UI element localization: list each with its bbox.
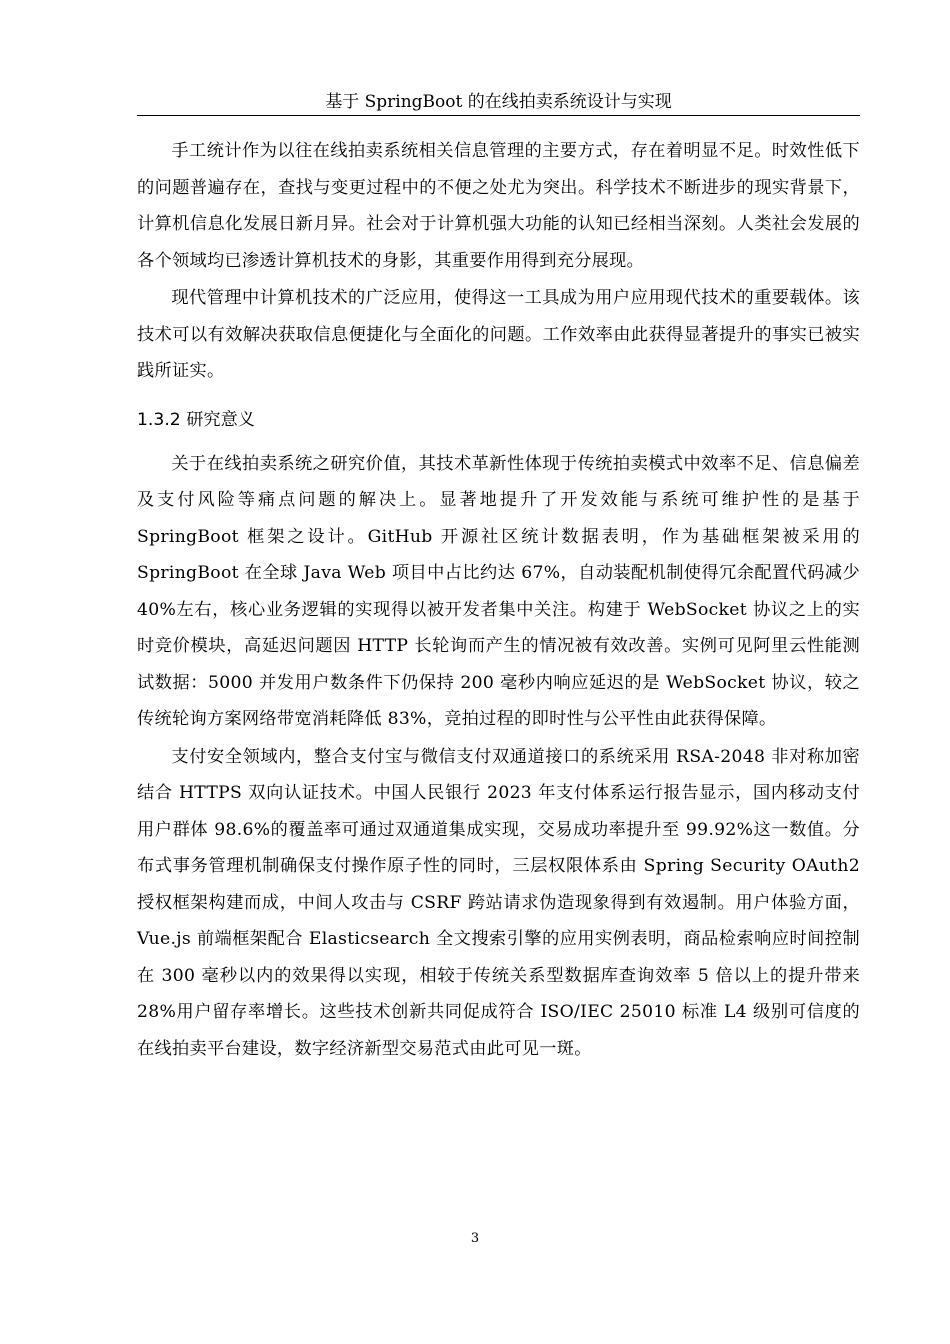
paragraph: 现代管理中计算机技术的广泛应用，使得这一工具成为用户应用现代技术的重要载体。该技术可以有效解决获取信息便捷化与全面化的问题。工作效率由此获得显著提升的事实已被实践所证实。 xyxy=(137,288,860,381)
header-divider xyxy=(137,115,860,116)
paragraph: 关于在线拍卖系统之研究价值，其技术革新性体现于传统拍卖模式中效率不足、信息偏差及支付风险等痛点问题的解决上。显著地提升了开发效能与系统可维护性的是基于 SpringBoot 框架之设计。GitHub 开源社区统计数据表明，作为基础框架被采用的 SpringBoot 在全球 Java Web 项目中占比约达 67%，自动装配机制使得冗余配置代码减少 40%左右，核心业务逻辑的实现得以被开发者集中关注。构建于 WebSocket 协议之上的实时竞价模块，高延迟问题因 HTTP 长轮询而产生的情况被有效改善。实例可见阿里云性能测试数据：5000 并发用户数条件下仍保持 200 毫秒内响应延迟的是 WebSocket 协议，较之传统轮询方案网络带宽消耗降低 83%，竞拍过程的即时性与公平性由此获得保障。 xyxy=(137,453,860,729)
section-heading: 1.3.2 研究意义 xyxy=(137,409,255,430)
header-title: 基于 SpringBoot 的在线拍卖系统设计与实现 xyxy=(325,92,672,112)
page-number: 3 xyxy=(470,1231,480,1246)
paragraph: 手工统计作为以往在线拍卖系统相关信息管理的主要方式，存在着明显不足。时效性低下的问题普遍存在，查找与变更过程中的不便之处尤为突出。科学技术不断进步的现实背景下，计算机信息化发展日新月异。社会对于计算机强大功能的认知已经相当深刻。人类社会发展的各个领域均已渗透计算机技术的身影，其重要作用得到充分展现。 xyxy=(137,141,860,271)
document-body xyxy=(137,133,860,1067)
paragraph: 支付安全领域内，整合支付宝与微信支付双通道接口的系统采用 RSA-2048 非对称加密结合 HTTPS 双向认证技术。中国人民银行 2023 年支付体系运行报告显示，国内移动支付用户群体 98.6%的覆盖率可通过双通道集成实现，交易成功率提升至 99.92%这一数值。分布式事务管理机制确保支付操作原子性的同时，三层权限体系由 Spring Security OAuth2 授权框架构建而成，中间人攻击与 CSRF 跨站请求伪造现象得到有效遏制。用户体验方面，Vue.js 前端框架配合 Elasticsearch 全文搜索引擎的应用实例表明，商品检索响应时间控制在 300 毫秒以内的效果得以实现，相较于传统关系型数据库查询效率 5 倍以上的提升带来 28%用户留存率增长。这些技术创新共同促成符合 ISO/IEC 25010 标准 L4 级别可信度的在线拍卖平台建设，数字经济新型交易范式由此可见一斑。 xyxy=(137,746,860,1059)
page-header xyxy=(137,90,860,114)
